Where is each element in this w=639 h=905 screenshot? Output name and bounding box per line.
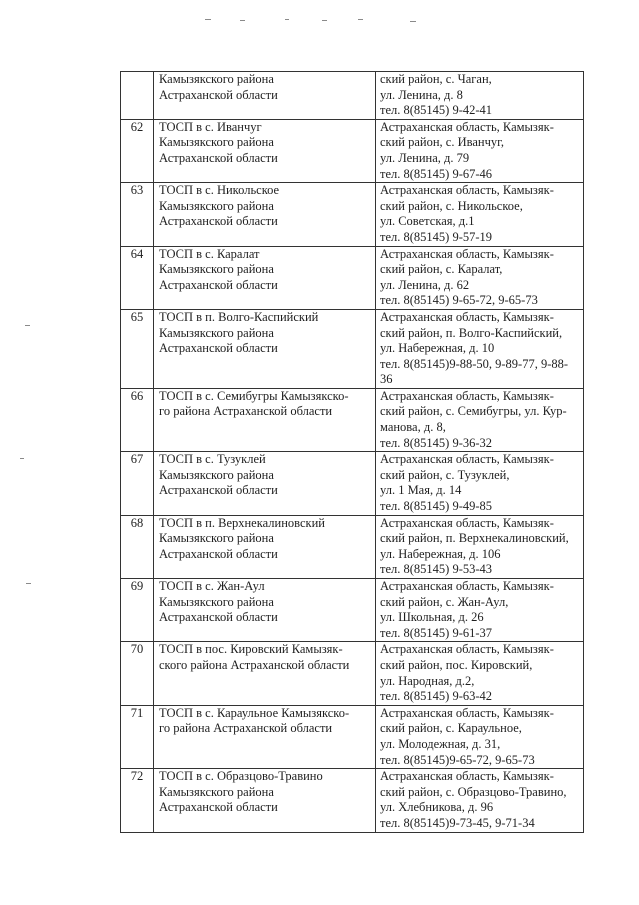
address-line: ский район, с. Иванчуг, [380, 135, 504, 150]
address-line: ул. Хлебникова, д. 96 [380, 800, 494, 815]
scan-speck [25, 325, 30, 326]
address-line: ул. Школьная, д. 26 [380, 610, 484, 625]
row-number: 69 [121, 579, 154, 642]
address-line: Астраханская область, Камызяк- [380, 388, 554, 403]
office-name-cell [154, 515, 376, 578]
address-line: Астраханская область, Камызяк- [380, 246, 554, 261]
office-name-line: Камызякского района [159, 198, 274, 213]
address-line: тел. 8(85145)9-73-45, 9-71-34 [380, 815, 535, 830]
office-name-cell [154, 183, 376, 246]
table-row [121, 579, 584, 642]
address-cell [376, 705, 584, 768]
address-cell [376, 388, 584, 451]
address-line: тел. 8(85145) 9-65-72, 9-65-73 [380, 293, 538, 308]
address-line: тел. 8(85145) 9-53-43 [380, 562, 493, 577]
row-number: 63 [121, 183, 154, 246]
address-line: Астраханская область, Камызяк- [380, 769, 554, 784]
address-line: ский район, с. Образцово-Травино, [380, 784, 567, 799]
address-line: Астраханская область, Камызяк- [380, 705, 554, 720]
office-name-line: ТОСП в с. Жан-Аул [159, 579, 265, 593]
office-name-cell [154, 769, 376, 832]
office-name-line: Астраханской области [159, 546, 278, 561]
table-row [121, 452, 584, 515]
office-name-line: Астраханской области [159, 87, 278, 102]
office-name-line: ТОСП в п. Верхнекалиновский [159, 515, 325, 530]
office-name-line: Астраханской области [159, 800, 278, 815]
address-cell [376, 769, 584, 832]
address-line: ул. Ленина, д. 8 [380, 87, 463, 102]
office-name-line: Астраханской области [159, 610, 278, 625]
address-cell [376, 309, 584, 388]
address-line: тел. 8(85145) 9-57-19 [380, 229, 493, 244]
address-line: ский район, п. Волго-Каспийский, [380, 325, 563, 340]
row-number: 66 [121, 388, 154, 451]
address-cell [376, 642, 584, 705]
office-name-cell [154, 705, 376, 768]
office-name-line: ТОСП в с. Семибугры Камызякско- [159, 388, 349, 403]
address-line: ский район, с. Никольское, [380, 198, 523, 213]
office-name-line: го района Астраханской области [159, 721, 333, 736]
office-name-line: Камызякского района [159, 531, 274, 546]
address-line: Астраханская область, Камызяк- [380, 309, 554, 324]
office-name-line: Камызякского района [159, 325, 274, 340]
row-number: 68 [121, 515, 154, 578]
address-line: манова, д. 8, [380, 420, 446, 435]
address-cell [376, 246, 584, 309]
address-cell [376, 515, 584, 578]
office-name-line: Камызякского района [159, 135, 274, 150]
office-name-cell [154, 309, 376, 388]
address-line: ский район, с. Чаган, [380, 72, 492, 86]
address-line: ский район, пос. Кировский, [380, 657, 533, 672]
table-row [121, 642, 584, 705]
address-line: ул. Набережная, д. 10 [380, 341, 495, 356]
scan-speck [240, 20, 245, 21]
table-row [121, 769, 584, 832]
row-number: 67 [121, 452, 154, 515]
office-name-line: ТОСП в с. Караульное Камызякско- [159, 705, 350, 720]
address-line: ул. Ленина, д. 79 [380, 150, 470, 165]
scan-speck [410, 21, 416, 22]
address-line: ский район, с. Караульное, [380, 721, 522, 736]
address-line: тел. 8(85145) 9-61-37 [380, 625, 493, 640]
address-line: ул. Советская, д.1 [380, 214, 475, 229]
address-line: 36 [380, 372, 393, 387]
address-line: Астраханская область, Камызяк- [380, 119, 554, 134]
address-line: ул. Народная, д.2, [380, 673, 475, 688]
office-name-cell [154, 388, 376, 451]
address-line: ский район, с. Тузуклей, [380, 467, 510, 482]
scan-speck [205, 19, 211, 20]
office-name-line: Астраханской области [159, 341, 278, 356]
table-row [121, 309, 584, 388]
registry-table [120, 71, 584, 833]
address-line: ул. Набережная, д. 106 [380, 546, 501, 561]
address-line: Астраханская область, Камызяк- [380, 452, 554, 467]
address-line: ский район, с. Каралат, [380, 262, 503, 277]
address-line: Астраханская область, Камызяк- [380, 642, 554, 657]
address-line: тел. 8(85145)9-65-72, 9-65-73 [380, 752, 535, 767]
office-name-line: Камызякского района [159, 784, 274, 799]
row-number: 71 [121, 705, 154, 768]
office-name-line: го района Астраханской области [159, 404, 333, 419]
table-row [121, 183, 584, 246]
address-line: Астраханская область, Камызяк- [380, 515, 554, 530]
address-cell [376, 72, 584, 120]
address-cell [376, 119, 584, 182]
office-name-cell [154, 119, 376, 182]
address-line: тел. 8(85145) 9-36-32 [380, 435, 493, 450]
table-row [121, 705, 584, 768]
scan-speck [285, 19, 289, 20]
office-name-line: Астраханской области [159, 150, 278, 165]
table-row [121, 246, 584, 309]
office-name-cell [154, 246, 376, 309]
address-line: тел. 8(85145) 9-67-46 [380, 166, 493, 181]
office-name-line: ТОСП в с. Образцово-Травино [159, 769, 323, 784]
address-line: ский район, с. Семибугры, ул. Кур- [380, 404, 567, 419]
row-number: 65 [121, 309, 154, 388]
table-row [121, 72, 584, 120]
scan-speck [322, 20, 327, 21]
office-name-line: Камызякского района [159, 467, 274, 482]
row-number: 72 [121, 769, 154, 832]
office-name-line: ТОСП в с. Каралат [159, 246, 260, 261]
address-line: тел. 8(85145) 9-42-41 [380, 103, 493, 118]
row-number: 70 [121, 642, 154, 705]
address-line: ул. 1 Мая, д. 14 [380, 483, 462, 498]
office-name-line: Астраханской области [159, 277, 278, 292]
office-name-line: ТОСП в с. Иванчуг [159, 119, 262, 134]
address-line: Астраханская область, Камызяк- [380, 183, 554, 198]
office-name-line: Камызякского района [159, 72, 274, 86]
address-cell [376, 183, 584, 246]
table-row [121, 119, 584, 182]
table-row [121, 388, 584, 451]
scan-speck [358, 19, 363, 20]
office-name-line: ТОСП в с. Тузуклей [159, 452, 266, 467]
row-number [121, 72, 154, 120]
office-name-line: Камызякского района [159, 262, 274, 277]
address-line: тел. 8(85145) 9-63-42 [380, 689, 493, 704]
row-number: 62 [121, 119, 154, 182]
office-name-cell [154, 72, 376, 120]
address-line: ул. Ленина, д. 62 [380, 277, 470, 292]
row-number: 64 [121, 246, 154, 309]
office-name-line: ТОСП в с. Никольское [159, 183, 280, 198]
address-line: Астраханская область, Камызяк- [380, 579, 554, 593]
office-name-line: ТОСП в пос. Кировский Камызяк- [159, 642, 343, 657]
office-name-line: Астраханской области [159, 214, 278, 229]
address-line: ский район, п. Верхнекалиновский, [380, 531, 569, 546]
office-name-line: ского района Астраханской области [159, 657, 350, 672]
scan-speck [26, 583, 31, 584]
office-name-line: ТОСП в п. Волго-Каспийский [159, 309, 319, 324]
address-line: ул. Молодежная, д. 31, [380, 736, 501, 751]
office-name-cell [154, 579, 376, 642]
registry-table-body [121, 72, 584, 833]
office-name-cell [154, 452, 376, 515]
address-line: тел. 8(85145) 9-49-85 [380, 499, 493, 514]
table-row [121, 515, 584, 578]
address-cell [376, 579, 584, 642]
office-name-cell [154, 642, 376, 705]
address-line: ский район, с. Жан-Аул, [380, 594, 509, 609]
office-name-line: Камызякского района [159, 594, 274, 609]
address-cell [376, 452, 584, 515]
address-line: тел. 8(85145)9-88-50, 9-89-77, 9-88- [380, 356, 569, 371]
office-name-line: Астраханской области [159, 483, 278, 498]
scan-speck [20, 458, 24, 459]
